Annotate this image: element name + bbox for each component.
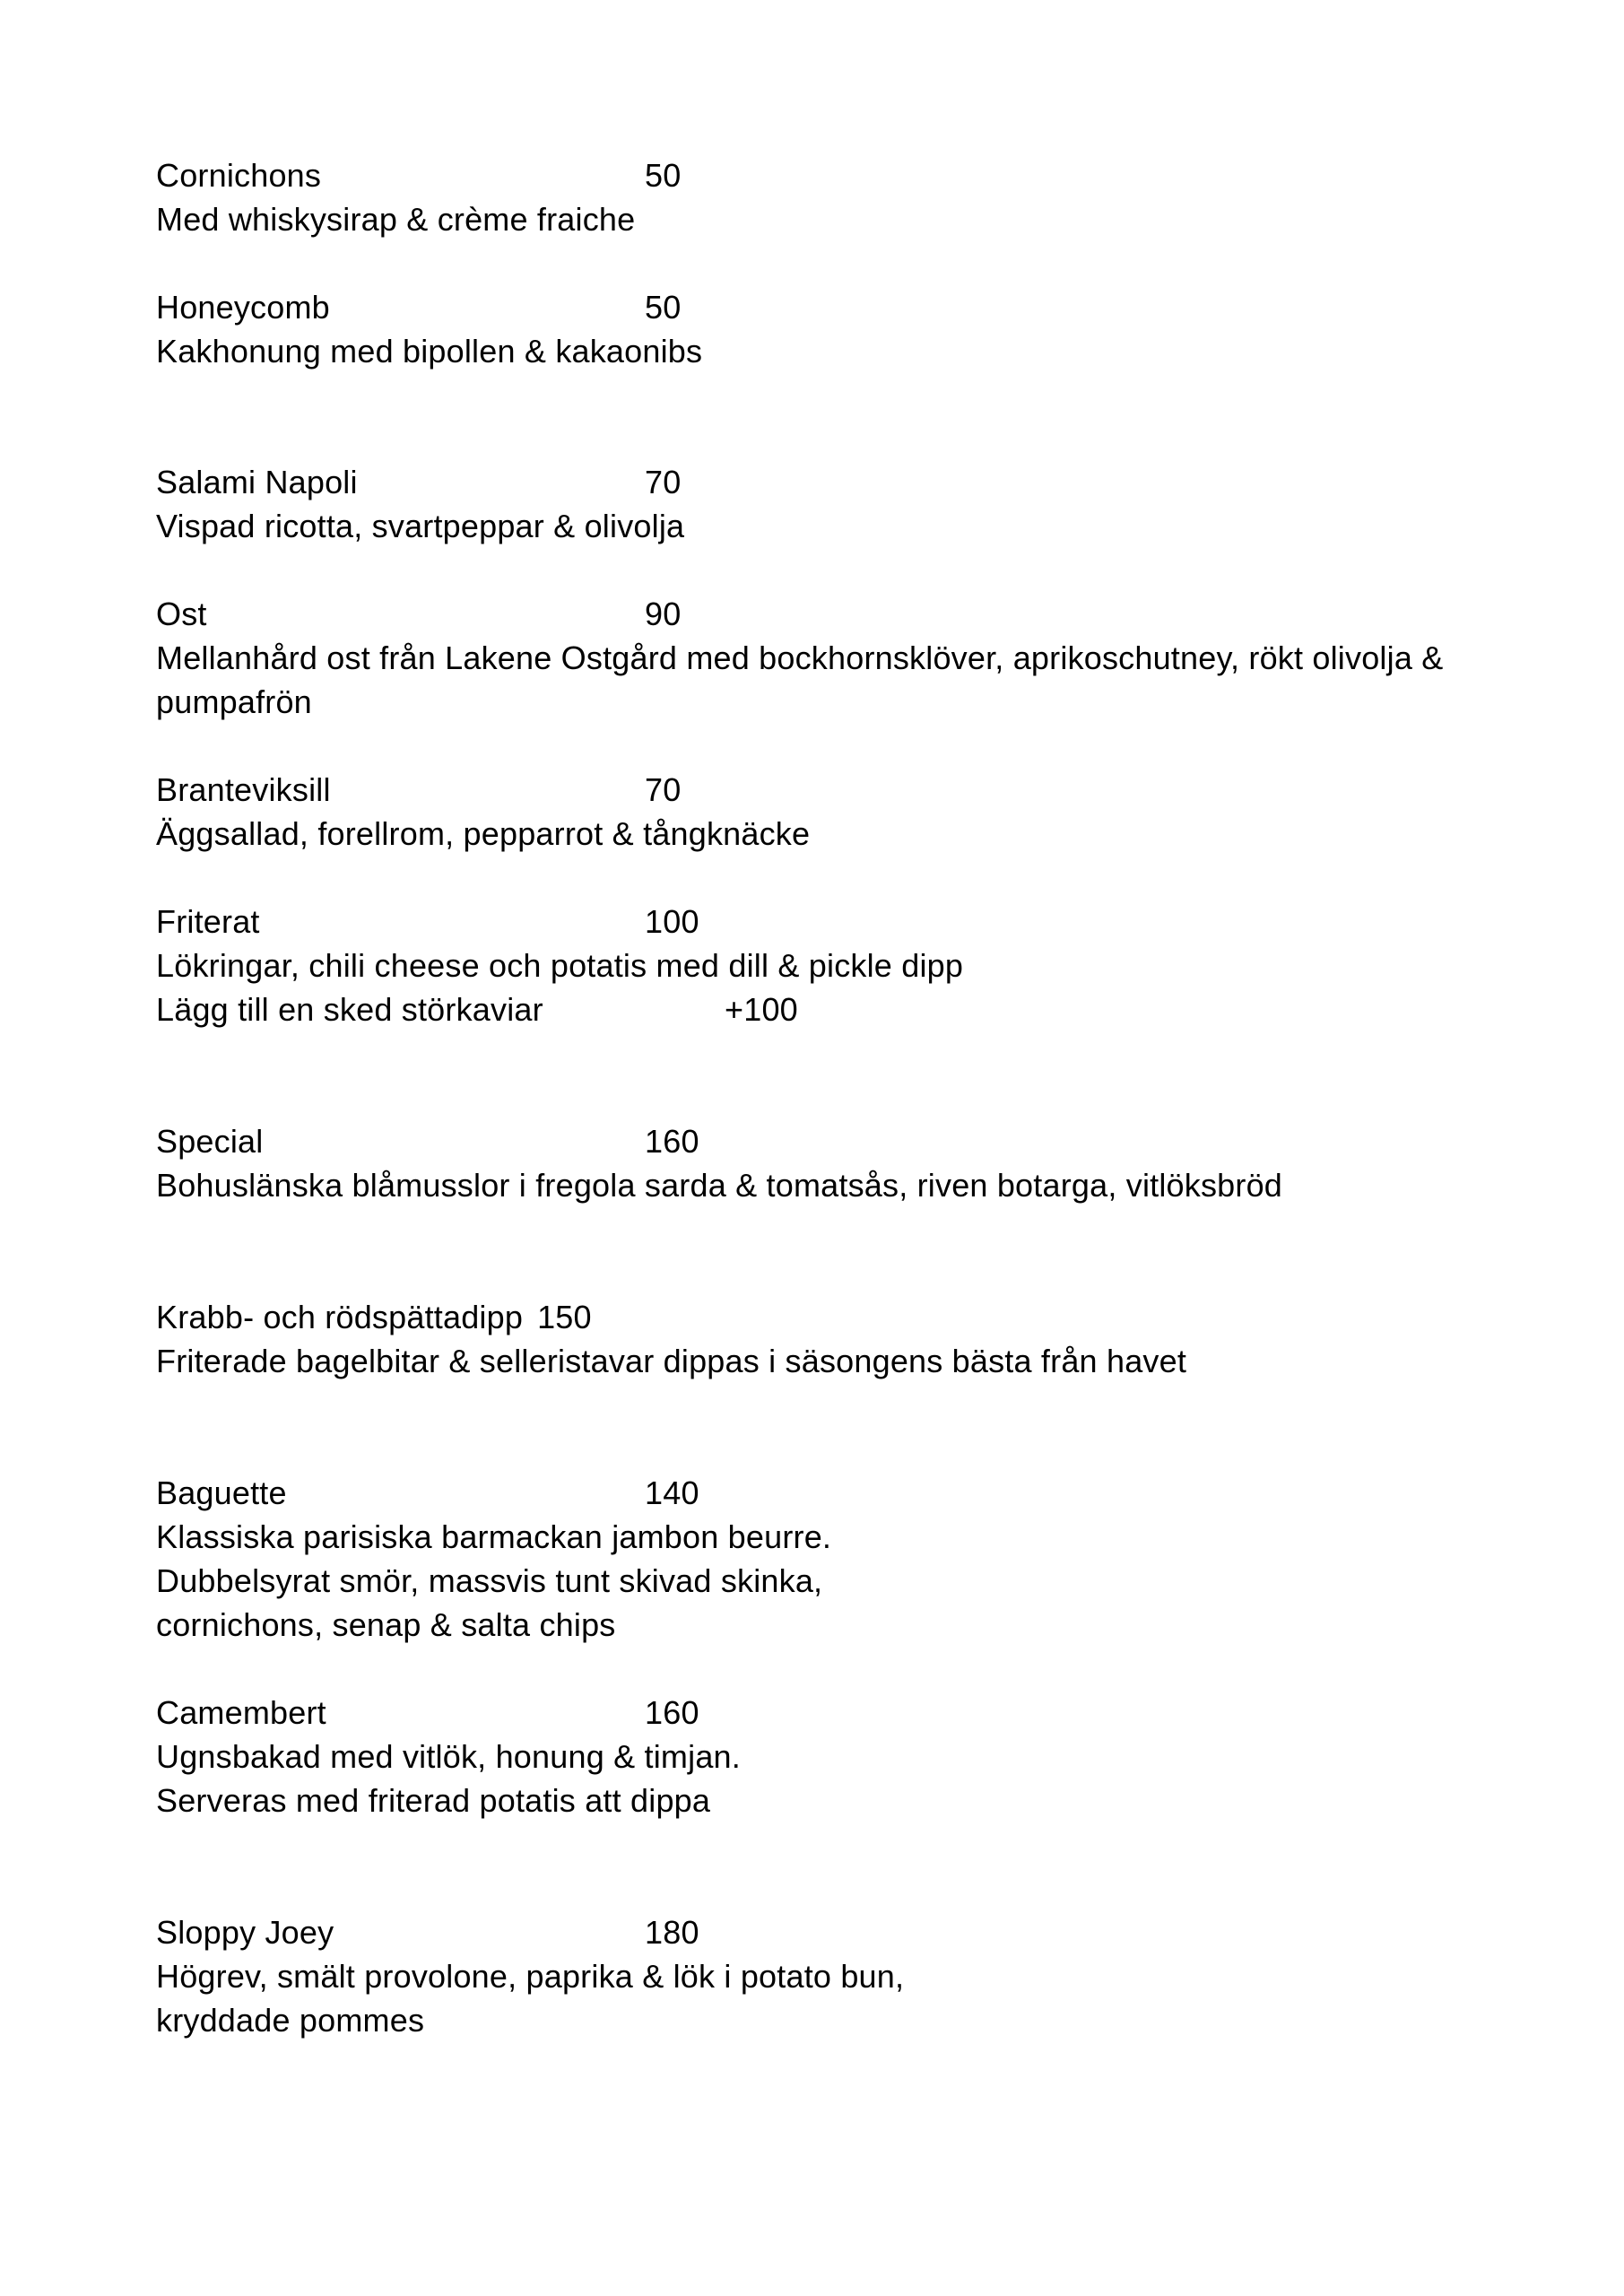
menu-item-honeycomb bbox=[156, 285, 681, 329]
menu-item-branteviksill bbox=[156, 768, 681, 812]
item-name: Sloppy Joey bbox=[156, 1914, 334, 1951]
menu-item-ost bbox=[156, 592, 681, 636]
item-description: Högrev, smält provolone, paprika & lök i potato bun, bbox=[156, 1958, 905, 1995]
item-description: Äggsallad, forellrom, pepparrot & tångknäcke bbox=[156, 815, 811, 852]
item-addon bbox=[156, 987, 798, 1031]
item-price: 90 bbox=[645, 596, 682, 632]
item-price: 50 bbox=[645, 157, 682, 194]
item-description: Friterade bagelbitar & selleristavar dippas i säsongens bästa från havet bbox=[156, 1343, 1187, 1379]
item-description: Lökringar, chili cheese och potatis med dill & pickle dipp bbox=[156, 947, 964, 984]
menu-item-cornichons bbox=[156, 153, 681, 197]
item-description: cornichons, senap & salta chips bbox=[156, 1606, 616, 1643]
addon-text: Lägg till en sked störkaviar bbox=[156, 991, 543, 1028]
menu-item-krabbdipp bbox=[156, 1295, 592, 1339]
addon-price: +100 bbox=[725, 991, 798, 1028]
item-name: Special bbox=[156, 1123, 264, 1160]
item-description: Klassiska parisiska barmackan jambon beurre. bbox=[156, 1518, 832, 1555]
menu-item-friterat bbox=[156, 900, 699, 944]
item-name: Friterat bbox=[156, 903, 260, 940]
item-price: 140 bbox=[645, 1474, 699, 1511]
menu-item-sloppy-joey bbox=[156, 1910, 699, 1954]
item-description: Dubbelsyrat smör, massvis tunt skivad skinka, bbox=[156, 1562, 823, 1599]
item-description: Vispad ricotta, svartpeppar & olivolja bbox=[156, 508, 685, 544]
item-description: Ugnsbakad med vitlök, honung & timjan. bbox=[156, 1738, 741, 1775]
menu-item-salami-napoli bbox=[156, 460, 681, 504]
item-price: 150 bbox=[537, 1299, 592, 1335]
item-description: kryddade pommes bbox=[156, 2002, 425, 2039]
item-price: 100 bbox=[645, 903, 699, 940]
item-name: Krabb- och rödspättadipp bbox=[156, 1299, 524, 1335]
item-price: 70 bbox=[645, 464, 682, 500]
item-price: 50 bbox=[645, 289, 682, 326]
item-name: Salami Napoli bbox=[156, 464, 358, 500]
item-name: Baguette bbox=[156, 1474, 287, 1511]
menu-item-baguette bbox=[156, 1471, 699, 1515]
item-description: Serveras med friterad potatis att dippa bbox=[156, 1782, 711, 1819]
item-price: 160 bbox=[645, 1123, 699, 1160]
item-name: Camembert bbox=[156, 1694, 326, 1731]
menu-item-camembert bbox=[156, 1691, 699, 1735]
item-name: Honeycomb bbox=[156, 289, 330, 326]
item-name: Cornichons bbox=[156, 157, 322, 194]
item-description: Mellanhård ost från Lakene Ostgård med bockhornsklöver, aprikoschutney, rökt olivolja & bbox=[156, 639, 1444, 676]
item-name: Branteviksill bbox=[156, 771, 331, 808]
item-description: Med whiskysirap & crème fraiche bbox=[156, 201, 636, 238]
item-price: 70 bbox=[645, 771, 682, 808]
item-description: pumpafrön bbox=[156, 683, 312, 720]
item-description: Kakhonung med bipollen & kakaonibs bbox=[156, 333, 703, 370]
item-name: Ost bbox=[156, 596, 207, 632]
item-description: Bohuslänska blåmusslor i fregola sarda & tomatsås, riven botarga, vitlöksbröd bbox=[156, 1167, 1283, 1204]
menu-item-special bbox=[156, 1119, 699, 1163]
item-price: 160 bbox=[645, 1694, 699, 1731]
item-price: 180 bbox=[645, 1914, 699, 1951]
